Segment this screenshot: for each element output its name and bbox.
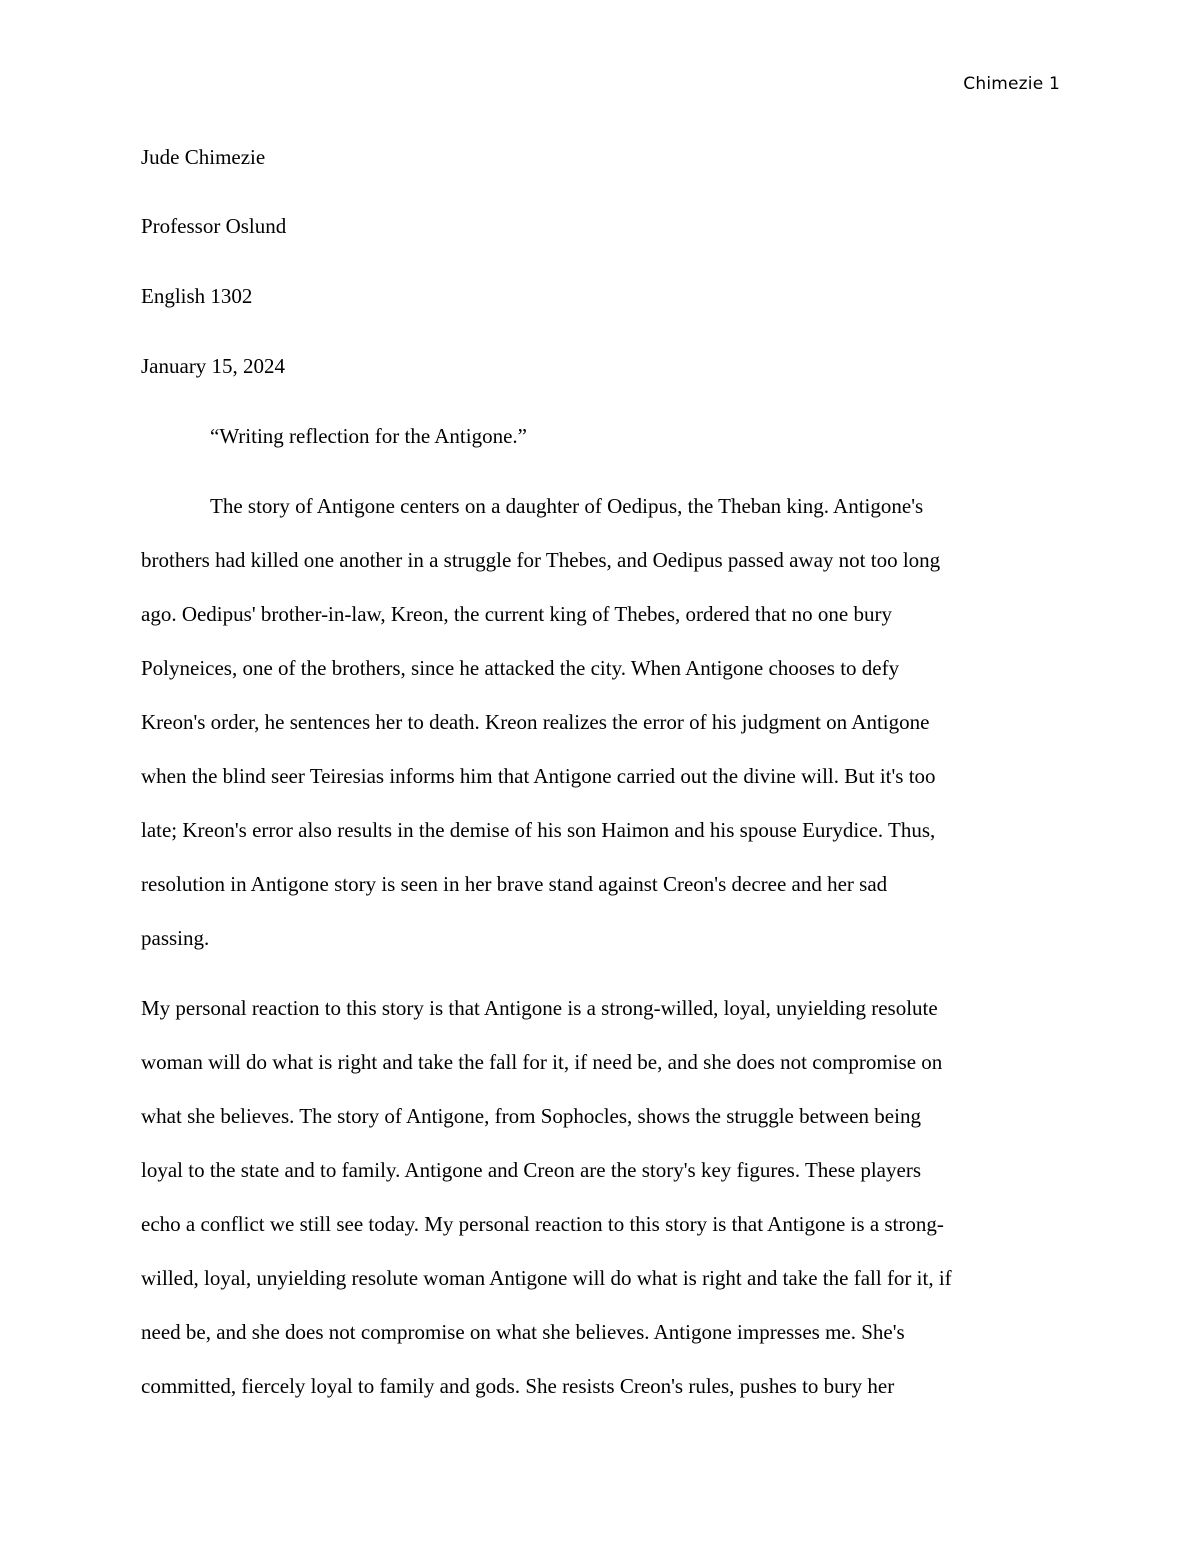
author-name: Jude Chimezie — [141, 145, 266, 169]
paragraph-line: loyal to the state and to family. Antigone and Creon are the story's key figures. These players — [141, 1158, 921, 1182]
essay-title: “Writing reflection for the Antigone.” — [210, 424, 527, 448]
paragraph-line: echo a conflict we still see today. My personal reaction to this story is that Antigone is a strong- — [141, 1212, 944, 1236]
course-name: English 1302 — [141, 284, 253, 308]
paragraph-line: when the blind seer Teiresias informs him that Antigone carried out the divine will. But it's too — [141, 764, 936, 788]
paragraph-line: what she believes. The story of Antigone, from Sophocles, shows the struggle between being — [141, 1104, 921, 1128]
paragraph-line: brothers had killed one another in a struggle for Thebes, and Oedipus passed away not too long — [141, 548, 941, 572]
paragraph-line: My personal reaction to this story is that Antigone is a strong-willed, loyal, unyielding resolute — [141, 996, 938, 1020]
paragraph-line: The story of Antigone centers on a daughter of Oedipus, the Theban king. Antigone's — [210, 494, 924, 518]
document-date: January 15, 2024 — [141, 354, 286, 378]
paragraph-line: passing. — [141, 926, 210, 950]
page-header: Chimezie 1 — [963, 74, 1060, 94]
paragraph-line: resolution in Antigone story is seen in her brave stand against Creon's decree and her sad — [141, 872, 888, 896]
paragraph-line: willed, loyal, unyielding resolute woman Antigone will do what is right and take the fall for it, if — [141, 1266, 952, 1290]
paragraph-line: woman will do what is right and take the fall for it, if need be, and she does not compromise on — [141, 1050, 943, 1074]
paragraph-line: Polyneices, one of the brothers, since he attacked the city. When Antigone chooses to defy — [141, 656, 900, 680]
instructor-name: Professor Oslund — [141, 214, 287, 238]
paragraph-line: Kreon's order, he sentences her to death. Kreon realizes the error of his judgment on Antigone — [141, 710, 930, 734]
paragraph-line: need be, and she does not compromise on what she believes. Antigone impresses me. She's — [141, 1320, 905, 1344]
paragraph-line: ago. Oedipus' brother-in-law, Kreon, the current king of Thebes, ordered that no one bury — [141, 602, 892, 626]
paragraph-line: committed, fiercely loyal to family and gods. She resists Creon's rules, pushes to bury her — [141, 1374, 895, 1398]
paragraph-line: late; Kreon's error also results in the demise of his son Haimon and his spouse Eurydice. Thus, — [141, 818, 936, 842]
